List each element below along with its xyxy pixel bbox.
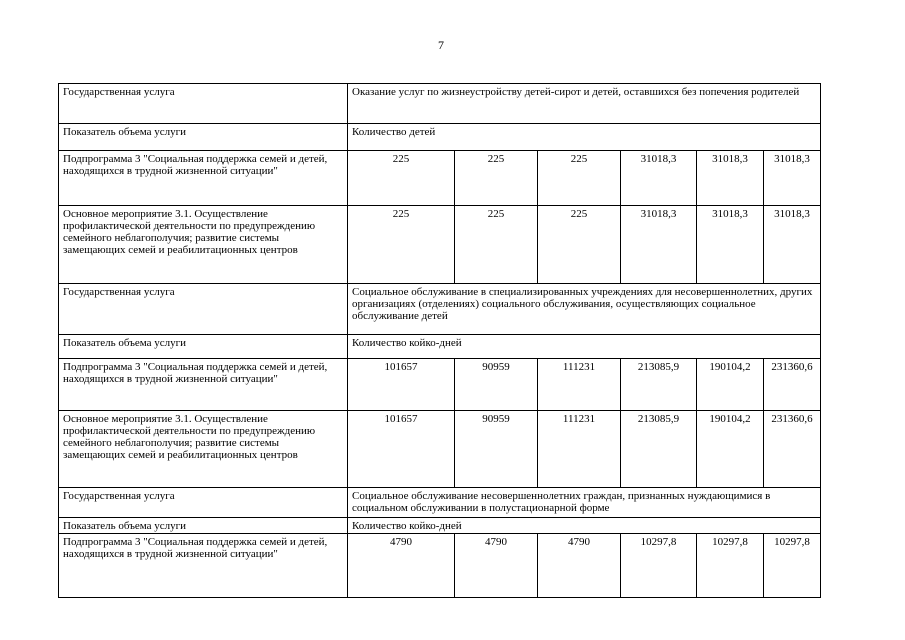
value-cell: 225: [348, 206, 455, 284]
service-label: Государственная услуга: [59, 284, 348, 335]
value-cell: 31018,3: [764, 206, 821, 284]
service-text: Социальное обслуживание несовершеннолетних граждан, признанных нуждающимися в социальном обслуживании в полустационарной форме: [348, 488, 821, 518]
value-cell: 31018,3: [697, 206, 764, 284]
indicator-row: [59, 335, 821, 359]
indicator-label: Показатель объема услуги: [59, 335, 348, 359]
value-cell: 225: [455, 206, 538, 284]
table-row: [59, 151, 821, 206]
table-row: [59, 411, 821, 488]
service-row: [59, 488, 821, 518]
value-cell: 4790: [348, 534, 455, 598]
value-cell: 4790: [455, 534, 538, 598]
service-label: Государственная услуга: [59, 488, 348, 518]
indicator-label: Показатель объема услуги: [59, 518, 348, 534]
service-label: Государственная услуга: [59, 84, 348, 124]
value-cell: 111231: [538, 359, 621, 411]
value-cell: 90959: [455, 411, 538, 488]
value-cell: 10297,8: [621, 534, 697, 598]
indicator-text: Количество койко-дней: [348, 335, 821, 359]
value-cell: 213085,9: [621, 359, 697, 411]
page-number: 7: [438, 38, 444, 52]
row-name: Подпрограмма 3 "Социальная поддержка семей и детей, находящихся в трудной жизненной ситуации": [59, 151, 348, 206]
service-text: Социальное обслуживание в специализированных учреждениях для несовершеннолетних, других организациях (отделениях) социального обслуживания, осуществляющих социальное обслуживание детей: [348, 284, 821, 335]
table-row: [59, 359, 821, 411]
indicator-row: [59, 518, 821, 534]
value-cell: 213085,9: [621, 411, 697, 488]
value-cell: 190104,2: [697, 411, 764, 488]
value-cell: 231360,6: [764, 411, 821, 488]
row-name: Подпрограмма 3 "Социальная поддержка семей и детей, находящихся в трудной жизненной ситуации": [59, 534, 348, 598]
value-cell: 31018,3: [621, 206, 697, 284]
indicator-row: [59, 124, 821, 151]
table-row: [59, 206, 821, 284]
value-cell: 10297,8: [764, 534, 821, 598]
indicator-label: Показатель объема услуги: [59, 124, 348, 151]
row-name: Основное мероприятие 3.1. Осуществление профилактической деятельности по предупреждению семейного неблагополучия; развитие системы замещающих семей и реабилитационных центров: [59, 206, 348, 284]
row-name: Основное мероприятие 3.1. Осуществление профилактической деятельности по предупреждению семейного неблагополучия; развитие системы замещающих семей и реабилитационных центров: [59, 411, 348, 488]
value-cell: 231360,6: [764, 359, 821, 411]
value-cell: 111231: [538, 411, 621, 488]
value-cell: 31018,3: [764, 151, 821, 206]
indicator-text: Количество койко-дней: [348, 518, 821, 534]
value-cell: 10297,8: [697, 534, 764, 598]
value-cell: 101657: [348, 411, 455, 488]
service-text: Оказание услуг по жизнеустройству детей-сирот и детей, оставшихся без попечения родителей: [348, 84, 821, 124]
value-cell: 31018,3: [697, 151, 764, 206]
services-table: [58, 83, 821, 598]
value-cell: 225: [538, 151, 621, 206]
value-cell: 225: [348, 151, 455, 206]
value-cell: 225: [455, 151, 538, 206]
service-row: [59, 84, 821, 124]
service-row: [59, 284, 821, 335]
value-cell: 90959: [455, 359, 538, 411]
value-cell: 4790: [538, 534, 621, 598]
table-row: [59, 534, 821, 598]
value-cell: 31018,3: [621, 151, 697, 206]
value-cell: 225: [538, 206, 621, 284]
value-cell: 190104,2: [697, 359, 764, 411]
value-cell: 101657: [348, 359, 455, 411]
indicator-text: Количество детей: [348, 124, 821, 151]
row-name: Подпрограмма 3 "Социальная поддержка семей и детей, находящихся в трудной жизненной ситуации": [59, 359, 348, 411]
